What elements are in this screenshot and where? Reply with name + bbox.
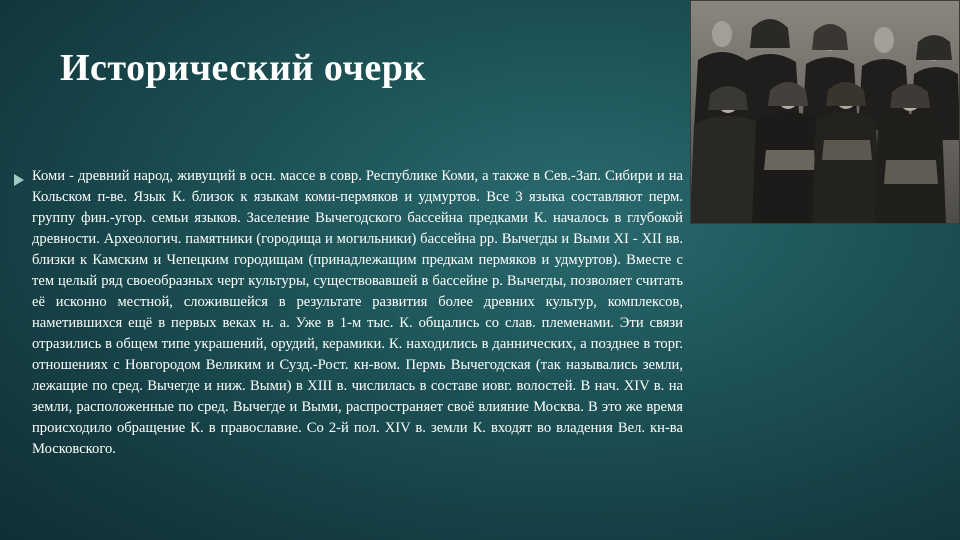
body-paragraph: Коми - древний народ, живущий в осн. массе в совр. Республике Коми, а также в Сев.-Зап. Сибири и на Кольском п-ве. Язык К. близок к языкам коми-пермяков и удмуртов. Все 3 языка составляют перм. группу фин.-угор. семьи языков. Заселение Вычегодского бассейна предками К. началось в глубокой древности. Археологич. памятники (городища и могильники) бассейна рр. Вычегды и Выми XI - XII вв. близки к Камским и Чепецким городищам (принадлежащим предкам пермяков и удмуртов). Вместе с тем целый ряд своеобразных черт культуры, существовавшей в бассейне р. Вычегды, позволяет считать её исконно местной, сложившейся в результате развития более древних культур, комплексов, наметившихся ещё в первых веках н. а. Уже в 1-м тыс. К. общались со слав. племенами. Эти связи отразились в общем типе украшений, орудий, керамики. К. находились в даннических, а позднее в торг. отношениях с Новгородом Великим и Сузд.-Рост. кн-вом. Пермь Вычегодская (так назывались земли, лежащие по сред. Вычегде и ниж. Выми) в XIII в. числилась в составе иовг. волостей. В нач. XIV в. на земли, расположенные по сред. Вычегде и Выми, распространяет своё влияние Москва. В это же время происходило обращение К. в православие. Со 2-й пол. XIV в. земли К. входят во владения Вел. кн-ва Московского.	[32, 168, 683, 457]
slide-title: Исторический очерк	[60, 47, 426, 89]
bullet-marker-icon	[14, 174, 24, 186]
historical-group-photo	[690, 0, 960, 224]
